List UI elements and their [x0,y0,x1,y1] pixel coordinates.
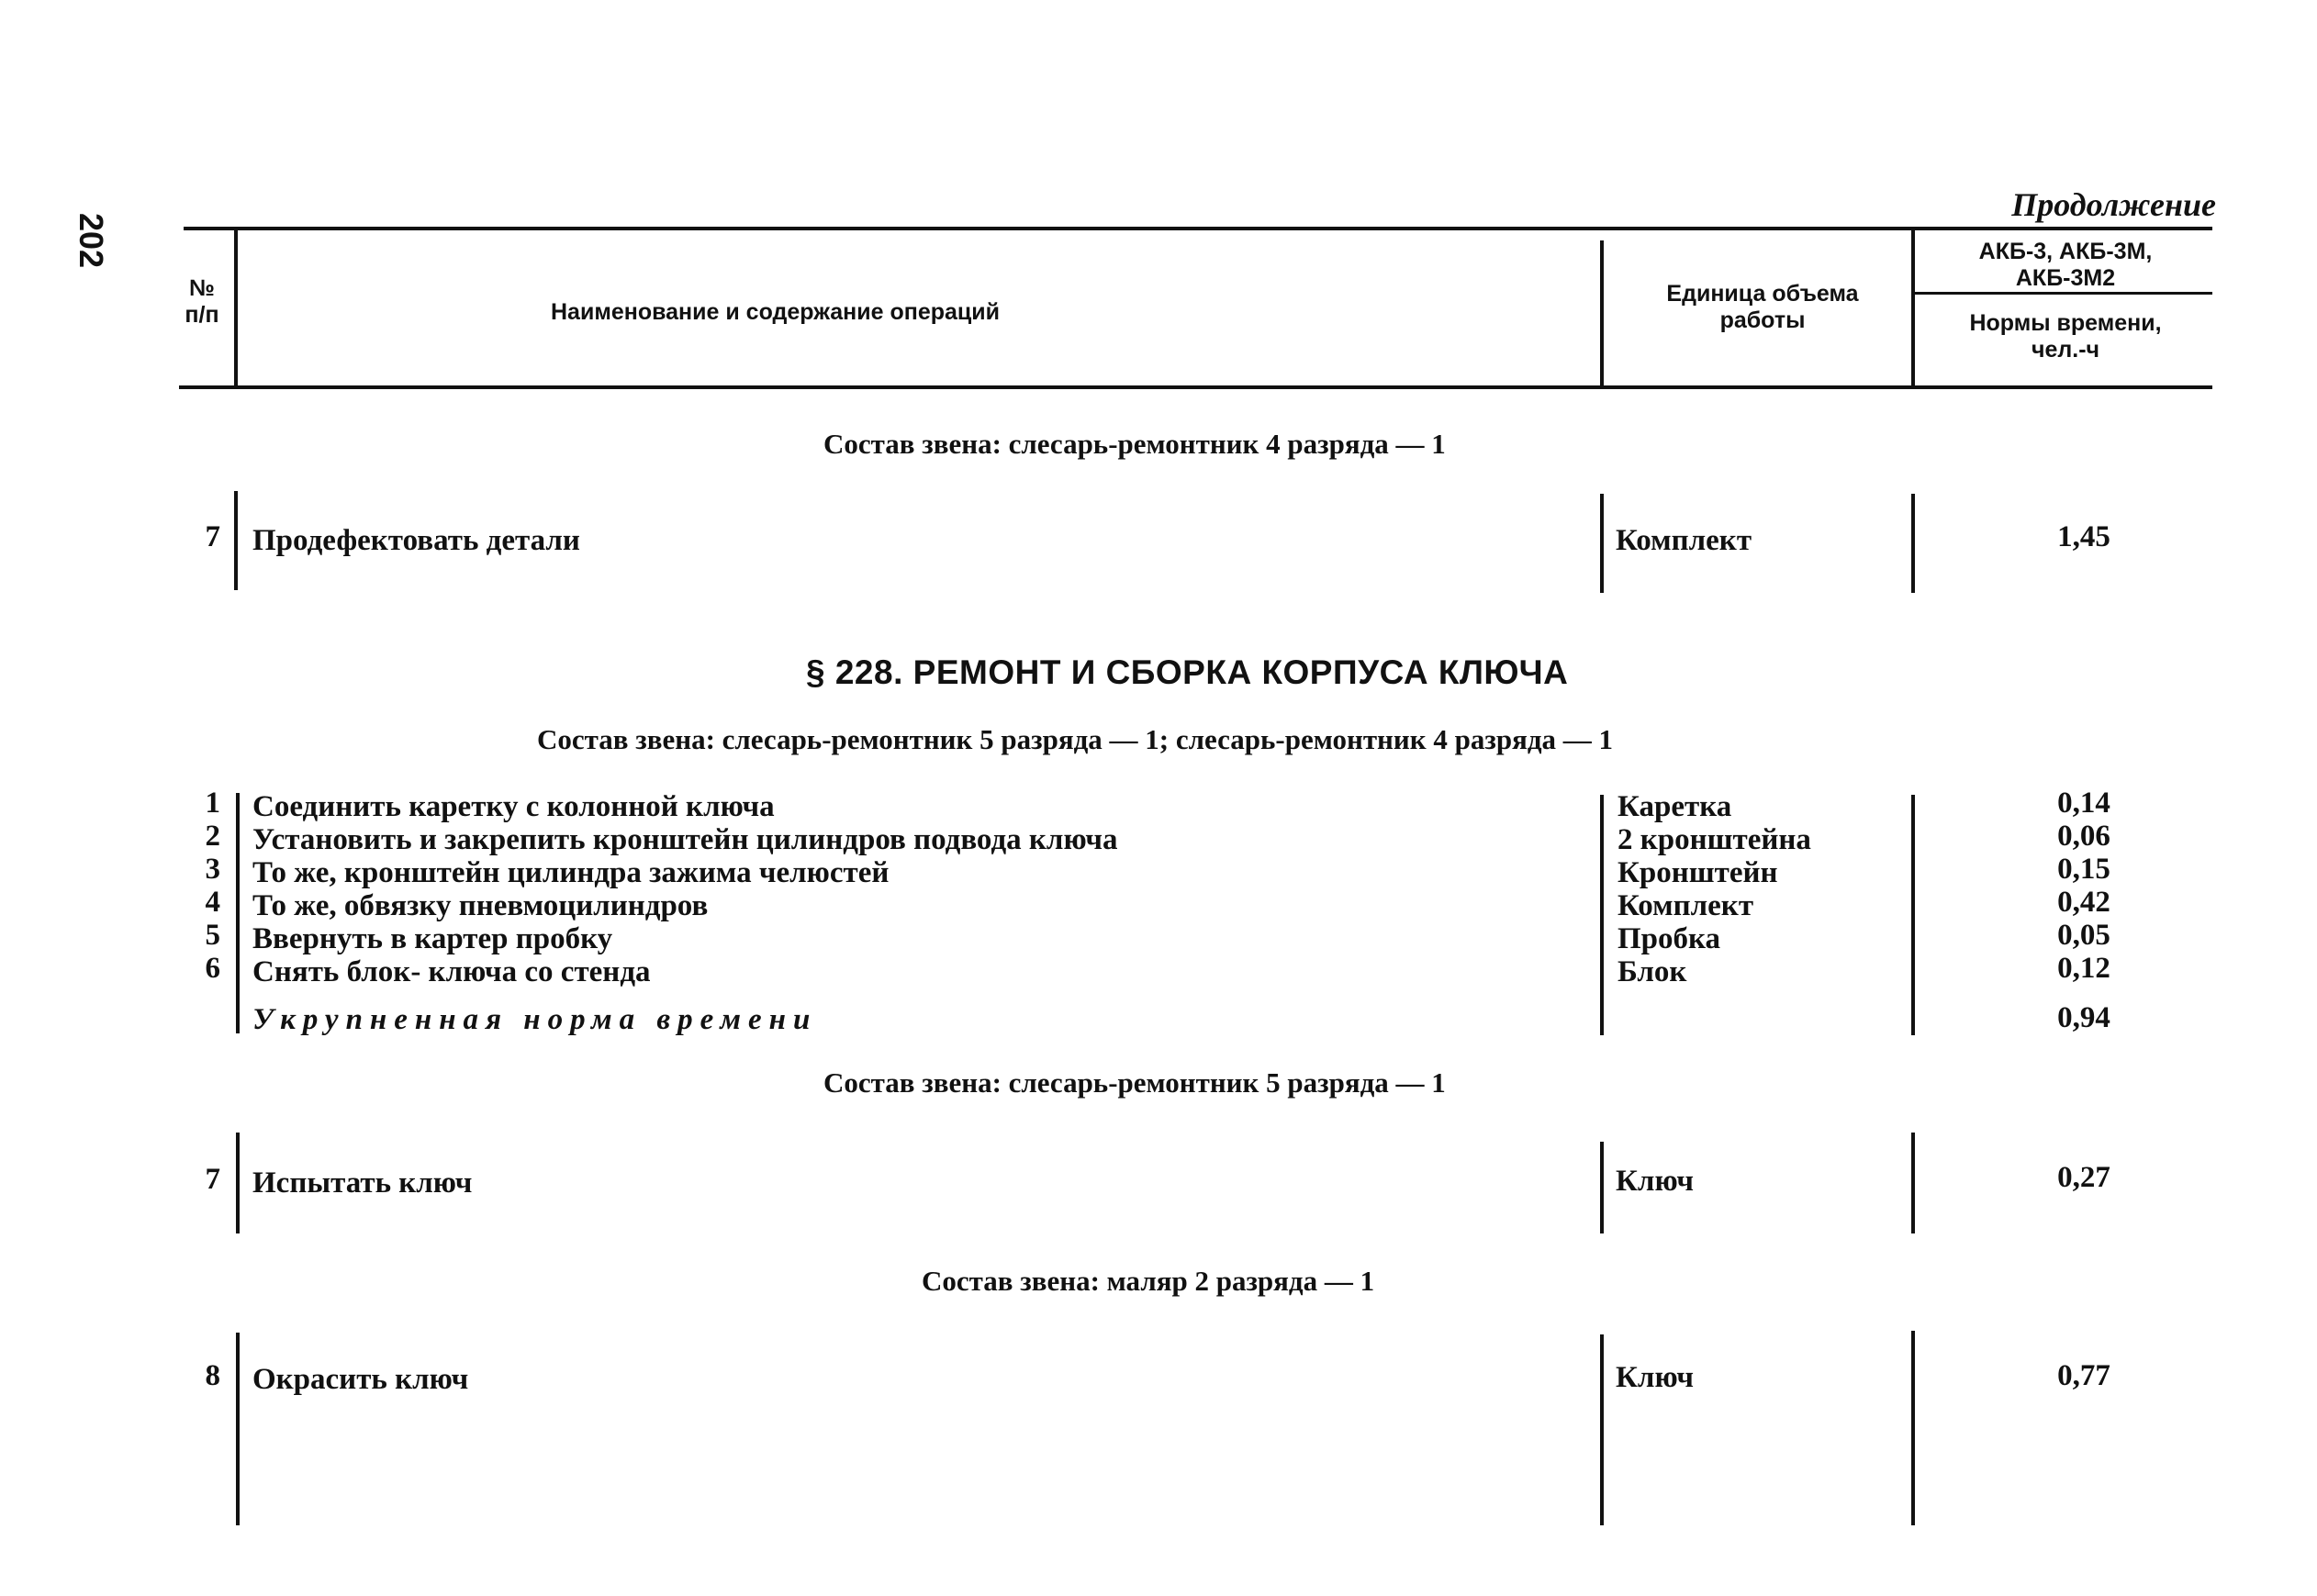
work-unit: Кронштейн [1617,856,1778,889]
time-norm: 0,14 [2057,787,2110,820]
work-unit: Каретка [1617,790,1732,823]
page-number: 202 [73,213,110,269]
col-divider [1911,1331,1915,1525]
col-divider [1600,494,1604,593]
crew-line: Состав звена: слесарь-ремонтник 5 разряда — 1 [823,1066,1446,1099]
operation-name: Окрасить ключ [252,1363,469,1396]
work-unit: Комплект [1617,889,1754,922]
row-number: 8 [205,1359,220,1392]
work-unit: Комплект [1616,524,1752,557]
time-norm: 0,42 [2057,886,2110,919]
work-unit: 2 кронштейна [1617,823,1811,856]
section-title: § 228. РЕМОНТ И СБОРКА КОРПУСА КЛЮЧА [806,653,1569,691]
time-norm: 0,06 [2057,820,2110,853]
header-operation-name: Наименование и содержание операций [551,299,1001,325]
header-col-divider-3 [1911,229,1915,385]
work-unit: Блок [1617,955,1687,988]
crew-line: Состав звена: слесарь-ремонтник 4 разряда — 1 [823,428,1446,460]
row-number: 3 [205,853,220,886]
time-norm: 0,15 [2057,853,2110,886]
time-norm: 0,05 [2057,919,2110,952]
operation-name: Установить и закрепить кронштейн цилиндров подвода ключа [252,823,1118,856]
col-divider [1600,1142,1604,1233]
work-unit: Ключ [1616,1361,1695,1394]
summary-value: 0,94 [2057,1001,2110,1034]
col-divider [234,491,238,590]
col-divider [1911,795,1915,1035]
operation-name: То же, кронштейн цилиндра зажима челюстей [252,856,890,889]
header-sub-rule [1914,292,2212,295]
header-num: № п/п [185,275,219,328]
col-divider [236,793,240,1033]
operation-name: То же, обвязку пневмоцилиндров [252,889,709,922]
work-unit: Ключ [1616,1165,1695,1198]
row-number: 7 [205,1163,220,1196]
col-divider [236,1333,240,1525]
row-number: 7 [205,520,220,553]
row-number: 6 [205,952,220,985]
operation-name: Продефектовать детали [252,524,580,557]
row-number: 2 [205,820,220,853]
header-col-divider-2 [1600,240,1604,385]
crew-line: Состав звена: слесарь-ремонтник 5 разряда — 1; слесарь-ремонтник 4 разряда — 1 [537,723,1614,755]
header-unit: Единица объема работы [1666,281,1859,333]
time-norm: 1,45 [2057,520,2110,553]
time-norm: 0,27 [2057,1161,2110,1194]
summary-label: Укрупненная норма времени [252,1003,818,1036]
operation-name: Ввернуть в картер пробку [252,922,613,955]
row-number: 5 [205,919,220,952]
col-divider [1600,1334,1604,1525]
header-top-rule [184,227,2212,230]
operation-name: Соединить каретку с колонной ключа [252,790,775,823]
operation-name: Снять блок- ключа со стенда [252,955,651,988]
row-number: 4 [205,886,220,919]
time-norm: 0,12 [2057,952,2110,985]
col-divider [1911,494,1915,593]
operation-name: Испытать ключ [252,1166,473,1200]
row-number: 1 [205,787,220,820]
crew-line: Состав звена: маляр 2 разряда — 1 [922,1265,1375,1297]
col-divider [236,1133,240,1233]
col-divider [1600,795,1604,1035]
col-divider [1911,1133,1915,1233]
header-norm: Нормы времени, чел.-ч [1969,310,2162,363]
header-bottom-rule [179,385,2212,389]
continuation-label: Продолжение [2011,186,2216,223]
work-unit: Пробка [1617,922,1721,955]
time-norm: 0,77 [2057,1359,2110,1392]
header-model: АКБ-3, АКБ-3М, АКБ-3М2 [1978,239,2153,291]
